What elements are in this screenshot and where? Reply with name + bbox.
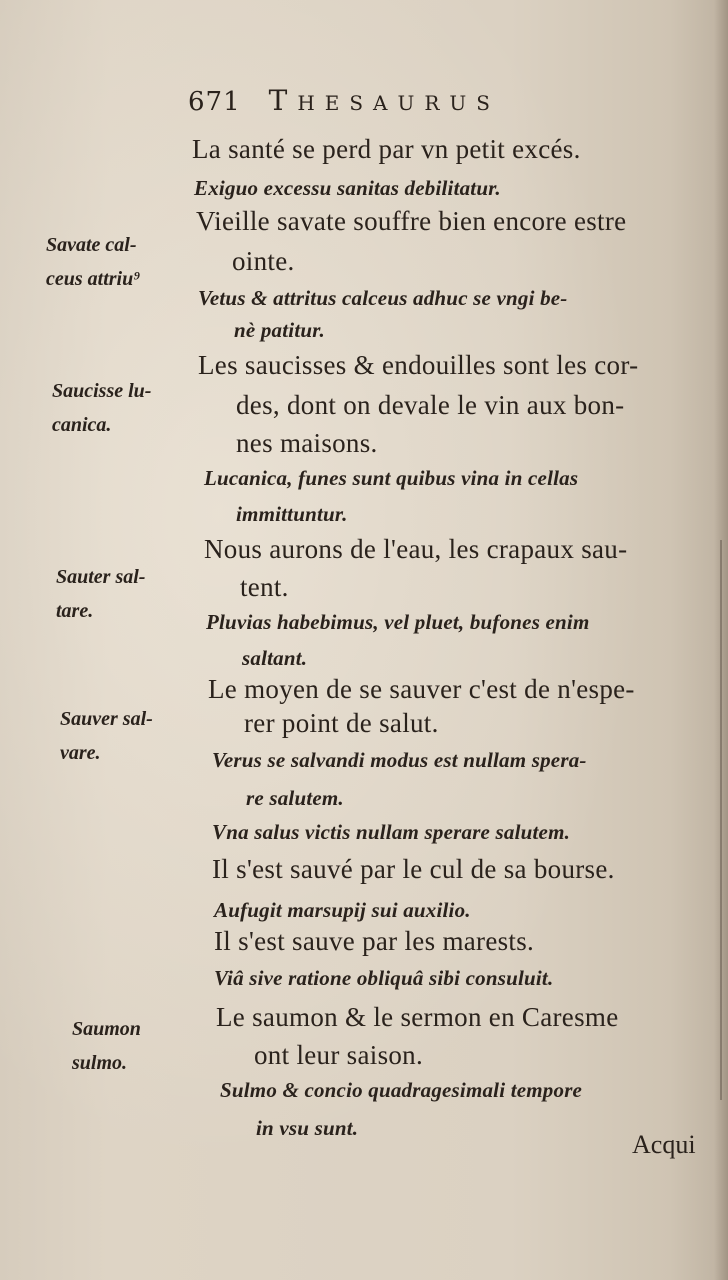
text-line: Lucanica, funes sunt quibus vina in cellas	[204, 466, 579, 490]
text-line: Le moyen de se sauver c'est de n'espe-	[208, 674, 635, 704]
text-line: ointe.	[232, 246, 295, 276]
text-line: Il s'est sauvé par le cul de sa bourse.	[212, 854, 615, 884]
text-line: ont leur saison.	[254, 1040, 424, 1070]
text-line: nes maisons.	[236, 428, 378, 458]
text-line: tent.	[240, 572, 289, 602]
margin-note-sauter: Sauter sal- tare.	[56, 566, 146, 622]
text-line: saltant.	[242, 646, 308, 670]
running-title: Thesaurus	[268, 84, 500, 117]
text-line: Le saumon & le sermon en Caresme	[216, 1002, 619, 1032]
text-line: Vieille savate souffre bien encore estre	[196, 206, 627, 236]
text-line: Il s'est sauve par les marests.	[214, 926, 535, 956]
text-line: Vna salus victis nullam sperare salutem.	[212, 820, 571, 844]
margin-note-saucisse: Saucisse lu- canica.	[52, 380, 152, 436]
margin-note-sauver: Sauver sal- vare.	[60, 708, 153, 764]
text-line: Verus se salvandi modus est nullam spera-	[212, 748, 587, 772]
text-line: Vetus & attritus calceus adhuc se vngi be-	[198, 286, 568, 310]
page-number: 671	[188, 87, 241, 117]
margin-note-saumon: Saumon sulmo.	[72, 1018, 141, 1074]
page-edge-line	[720, 540, 722, 1100]
text-line: des, dont on devale le vin aux bon-	[236, 390, 625, 420]
text-line: Viâ sive ratione obliquâ sibi consuluit.	[214, 966, 554, 990]
text-line: nè patitur.	[234, 318, 325, 342]
text-line: rer point de salut.	[244, 708, 439, 738]
text-line: Exiguo excessu sanitas debilitatur.	[194, 176, 501, 200]
text-line: Sulmo & concio quadragesimali tempore	[220, 1078, 583, 1102]
text-line: Pluvias habebimus, vel pluet, bufones enim	[206, 610, 590, 634]
text-line: La santé se perd par vn petit excés.	[192, 134, 581, 164]
text-line: immittuntur.	[236, 502, 348, 526]
text-line: re salutem.	[246, 786, 344, 810]
margin-note-savate: Savate cal- ceus attriu⁹	[46, 234, 141, 290]
text-line: Les saucisses & endouilles sont les cor-	[198, 350, 639, 380]
catchword: Acqui	[632, 1130, 696, 1159]
text-line: in vsu sunt.	[256, 1116, 359, 1140]
text-line: Nous aurons de l'eau, les crapaux sau-	[204, 534, 628, 564]
running-header	[188, 84, 628, 118]
text-line: Aufugit marsupij sui auxilio.	[214, 898, 471, 922]
